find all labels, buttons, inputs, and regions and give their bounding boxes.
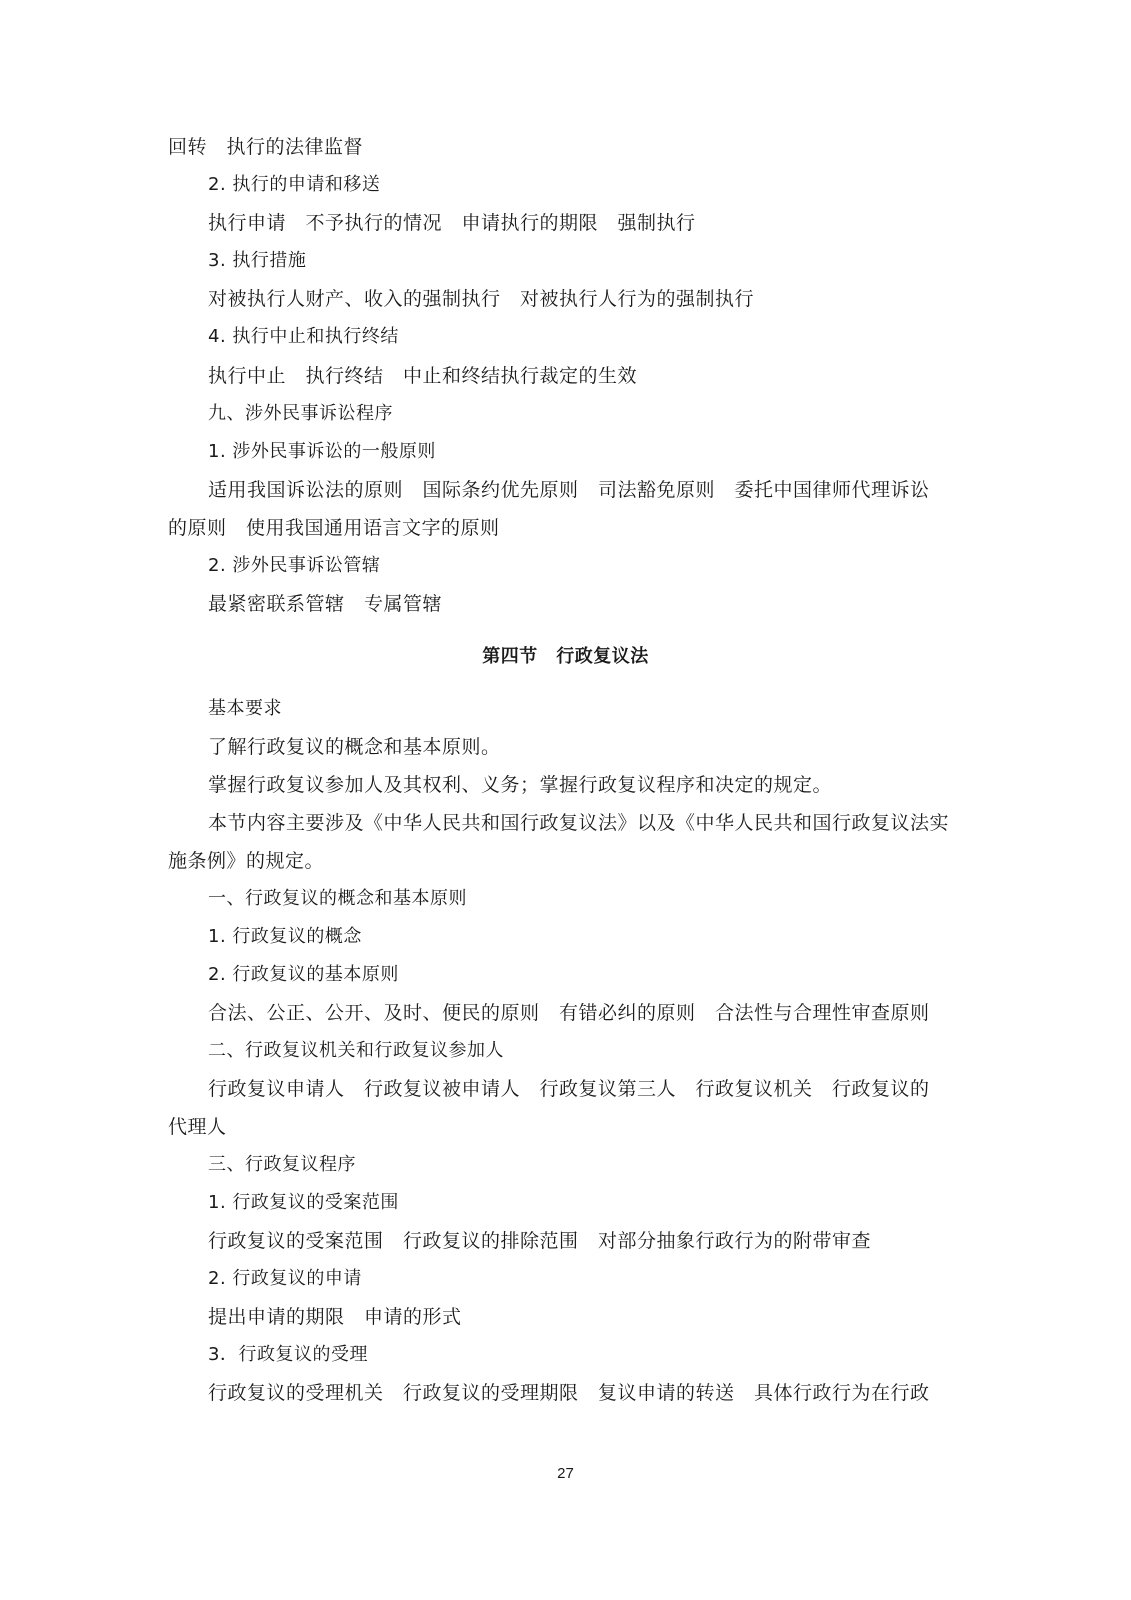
subsection-heading: 2. 行政复议的基本原则 — [208, 964, 399, 985]
body-text: 了解行政复议的概念和基本原则。 — [208, 736, 501, 758]
body-text: 行政复议申请人 行政复议被申请人 行政复议第三人 行政复议机关 行政复议的 — [208, 1078, 930, 1100]
subsection-heading: 2. 行政复议的申请 — [208, 1268, 362, 1289]
body-text: 对被执行人财产、收入的强制执行 对被执行人行为的强制执行 — [208, 288, 755, 310]
section-heading: 九、涉外民事诉讼程序 — [208, 403, 393, 424]
body-text: 行政复议的受案范围 行政复议的排除范围 对部分抽象行政行为的附带审查 — [208, 1230, 872, 1252]
subsection-heading: 3. 执行措施 — [208, 250, 307, 271]
section-heading: 二、行政复议机关和行政复议参加人 — [208, 1040, 504, 1061]
body-text: 执行申请 不予执行的情况 申请执行的期限 强制执行 — [208, 212, 696, 234]
body-text: 回转 执行的法律监督 — [168, 136, 364, 158]
body-text: 本节内容主要涉及《中华人民共和国行政复议法》以及《中华人民共和国行政复议法实 — [208, 812, 950, 834]
section-heading: 一、行政复议的概念和基本原则 — [208, 888, 467, 909]
requirements-heading: 基本要求 — [208, 698, 282, 719]
body-text: 行政复议的受理机关 行政复议的受理期限 复议申请的转送 具体行政行为在行政 — [208, 1382, 930, 1404]
subsection-heading: 4. 执行中止和执行终结 — [208, 326, 399, 347]
subsection-heading: 1. 行政复议的受案范围 — [208, 1192, 399, 1213]
subsection-heading: 1. 行政复议的概念 — [208, 926, 362, 947]
body-text: 施条例》的规定。 — [168, 850, 325, 872]
subsection-heading: 3．行政复议的受理 — [208, 1344, 368, 1365]
body-text: 合法、公正、公开、及时、便民的原则 有错必纠的原则 合法性与合理性审查原则 — [208, 1002, 930, 1024]
body-text: 适用我国诉讼法的原则 国际条约优先原则 司法豁免原则 委托中国律师代理诉讼 — [208, 479, 930, 501]
subsection-heading: 2. 涉外民事诉讼管辖 — [208, 555, 381, 576]
subsection-heading: 1. 涉外民事诉讼的一般原则 — [208, 441, 436, 462]
chapter-section-title: 第四节 行政复议法 — [482, 646, 649, 667]
body-text: 最紧密联系管辖 专属管辖 — [208, 593, 443, 615]
body-text: 掌握行政复议参加人及其权利、义务；掌握行政复议程序和决定的规定。 — [208, 774, 833, 796]
body-text: 执行中止 执行终结 中止和终结执行裁定的生效 — [208, 365, 638, 387]
body-text: 提出申请的期限 申请的形式 — [208, 1306, 462, 1328]
subsection-heading: 2. 执行的申请和移送 — [208, 174, 381, 195]
section-heading: 三、行政复议程序 — [208, 1154, 356, 1175]
body-text: 代理人 — [168, 1116, 227, 1138]
body-text: 的原则 使用我国通用语言文字的原则 — [168, 517, 500, 539]
page-number: 27 — [557, 1465, 574, 1482]
